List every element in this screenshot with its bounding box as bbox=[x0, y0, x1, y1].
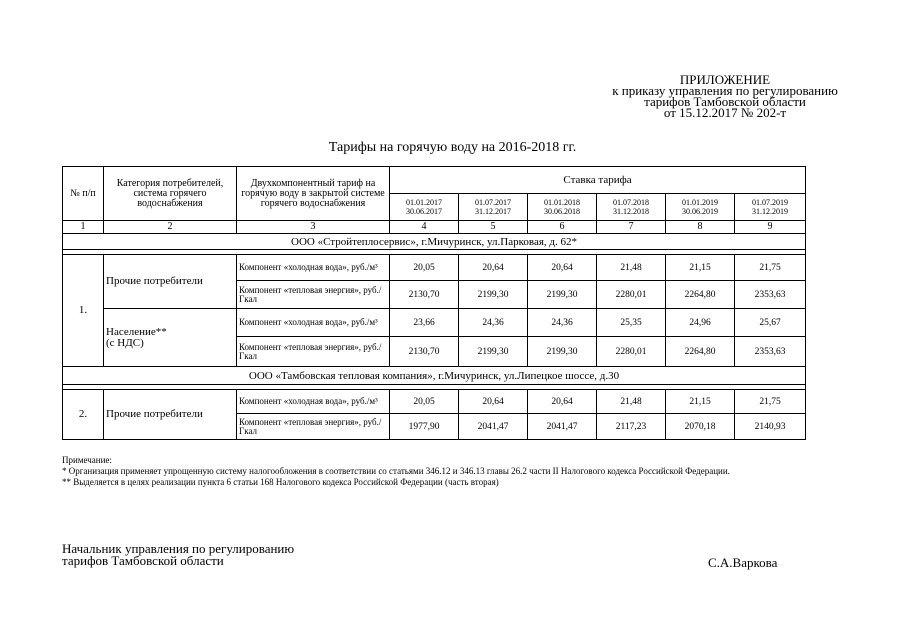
org-name: ООО «Стройтеплосервис», г.Мичуринск, ул.Парковая, д. 62* bbox=[63, 234, 806, 250]
rate-value: 21,15 bbox=[666, 390, 735, 414]
signature-authority: тарифов Тамбовской области bbox=[62, 553, 224, 568]
appendix-order-date: от 15.12.2017 № 202-т bbox=[663, 105, 787, 120]
rate-value: 2199,30 bbox=[528, 337, 597, 367]
rate-value: 2041,47 bbox=[459, 414, 528, 440]
component-label: Компонент «холодная вода», руб./м³ bbox=[237, 390, 390, 414]
component-label: Компонент «тепловая энергия», руб./Гкал bbox=[237, 414, 390, 440]
header-tariff: Двухкомпонентный тариф на горячую воду в закрытой системе горячего водоснабжения bbox=[237, 167, 390, 221]
rate-value: 20,64 bbox=[528, 390, 597, 414]
rate-value: 2353,63 bbox=[735, 281, 806, 309]
component-label: Компонент «тепловая энергия», руб./Гкал bbox=[237, 337, 390, 367]
rate-value: 2199,30 bbox=[459, 281, 528, 309]
appendix-order-ref: к приказу управления по регулированию bbox=[612, 83, 838, 98]
rate-value: 21,48 bbox=[597, 255, 666, 281]
rate-value: 2130,70 bbox=[390, 281, 459, 309]
rate-value: 20,64 bbox=[459, 255, 528, 281]
rate-value: 21,75 bbox=[735, 255, 806, 281]
notes-heading: Примечание: bbox=[62, 455, 112, 465]
rate-value: 21,75 bbox=[735, 390, 806, 414]
signature-block bbox=[62, 543, 294, 567]
page-title: Тарифы на горячую воду на 2016-2018 гг. bbox=[328, 140, 577, 155]
component-label: Компонент «холодная вода», руб./м³ bbox=[237, 255, 390, 281]
org-row bbox=[63, 234, 806, 250]
appendix-title: ПРИЛОЖЕНИЕ bbox=[679, 72, 771, 87]
rate-value: 21,48 bbox=[597, 390, 666, 414]
consumer-category: Прочие потребители bbox=[104, 390, 237, 440]
column-number: 5 bbox=[459, 221, 528, 234]
period-cell: 01.07.2018 31.12.2018 bbox=[597, 194, 666, 221]
rate-value: 25,67 bbox=[735, 309, 806, 337]
notes bbox=[62, 455, 822, 488]
rate-value: 1977,90 bbox=[390, 414, 459, 440]
period-cell: 01.07.2017 31.12.2017 bbox=[459, 194, 528, 221]
header-rate: Ставка тарифа bbox=[390, 167, 806, 194]
rate-value: 21,15 bbox=[666, 255, 735, 281]
rate-value: 2117,23 bbox=[597, 414, 666, 440]
rate-value: 20,05 bbox=[390, 255, 459, 281]
rate-value: 23,66 bbox=[390, 309, 459, 337]
appendix-authority: тарифов Тамбовской области bbox=[644, 94, 806, 109]
header-category: Категория потребителей, система горячего водоснабжения bbox=[104, 167, 237, 221]
rate-value: 2070,18 bbox=[666, 414, 735, 440]
rate-value: 2353,63 bbox=[735, 337, 806, 367]
column-number: 6 bbox=[528, 221, 597, 234]
column-number: 8 bbox=[666, 221, 735, 234]
period-cell: 01.01.2017 30.06.2017 bbox=[390, 194, 459, 221]
table-header-row bbox=[63, 167, 806, 194]
period-cell: 01.07.2019 31.12.2019 bbox=[735, 194, 806, 221]
rate-value: 2199,30 bbox=[459, 337, 528, 367]
column-number: 9 bbox=[735, 221, 806, 234]
rate-value: 2264,80 bbox=[666, 337, 735, 367]
appendix-header bbox=[540, 74, 905, 118]
rate-value: 2264,80 bbox=[666, 281, 735, 309]
row-number: 2. bbox=[63, 390, 104, 440]
rate-value: 24,36 bbox=[459, 309, 528, 337]
consumer-category: Прочие потребители bbox=[104, 255, 237, 309]
rate-value: 2199,30 bbox=[528, 281, 597, 309]
table-row bbox=[63, 255, 806, 281]
period-cell: 01.01.2019 30.06.2019 bbox=[666, 194, 735, 221]
rate-value: 2130,70 bbox=[390, 337, 459, 367]
org-row bbox=[63, 367, 806, 385]
component-label: Компонент «холодная вода», руб./м³ bbox=[237, 309, 390, 337]
row-number: 1. bbox=[63, 255, 104, 367]
table-row bbox=[63, 309, 806, 337]
rate-value: 2280,01 bbox=[597, 337, 666, 367]
column-number: 3 bbox=[237, 221, 390, 234]
org-name: ООО «Тамбовская тепловая компания», г.Мичуринск, ул.Липецкое шоссе, д.30 bbox=[63, 367, 806, 385]
column-number: 4 bbox=[390, 221, 459, 234]
rate-value: 20,05 bbox=[390, 390, 459, 414]
column-number: 2 bbox=[104, 221, 237, 234]
signature-position: Начальник управления по регулированию bbox=[62, 541, 295, 556]
column-number: 7 bbox=[597, 221, 666, 234]
rate-value: 25,35 bbox=[597, 309, 666, 337]
rate-value: 24,96 bbox=[666, 309, 735, 337]
header-num: № п/п bbox=[63, 167, 104, 221]
signer-name: С.А.Варкова bbox=[708, 555, 778, 570]
component-label: Компонент «тепловая энергия», руб./Гкал bbox=[237, 281, 390, 309]
tariff-table bbox=[62, 166, 806, 440]
rate-value: 20,64 bbox=[459, 390, 528, 414]
footnote-2: ** Выделяется в целях реализации пункта 6 статьи 168 Налогового кодекса Российской Федерации (часть вторая) bbox=[62, 477, 499, 487]
table-row bbox=[63, 390, 806, 414]
footnote-1: * Организация применяет упрощенную систему налогообложения в соответствии со статьями 346.12 и 346.13 главы 26.2 части II Налогового кодекса Российской Федерации. bbox=[62, 466, 730, 476]
column-number-row bbox=[63, 221, 806, 234]
column-number: 1 bbox=[63, 221, 104, 234]
period-cell: 01.01.2018 30.06.2018 bbox=[528, 194, 597, 221]
consumer-category: Население** (с НДС) bbox=[104, 309, 237, 367]
rate-value: 2140,93 bbox=[735, 414, 806, 440]
rate-value: 24,36 bbox=[528, 309, 597, 337]
rate-value: 20,64 bbox=[528, 255, 597, 281]
rate-value: 2041,47 bbox=[528, 414, 597, 440]
rate-value: 2280,01 bbox=[597, 281, 666, 309]
